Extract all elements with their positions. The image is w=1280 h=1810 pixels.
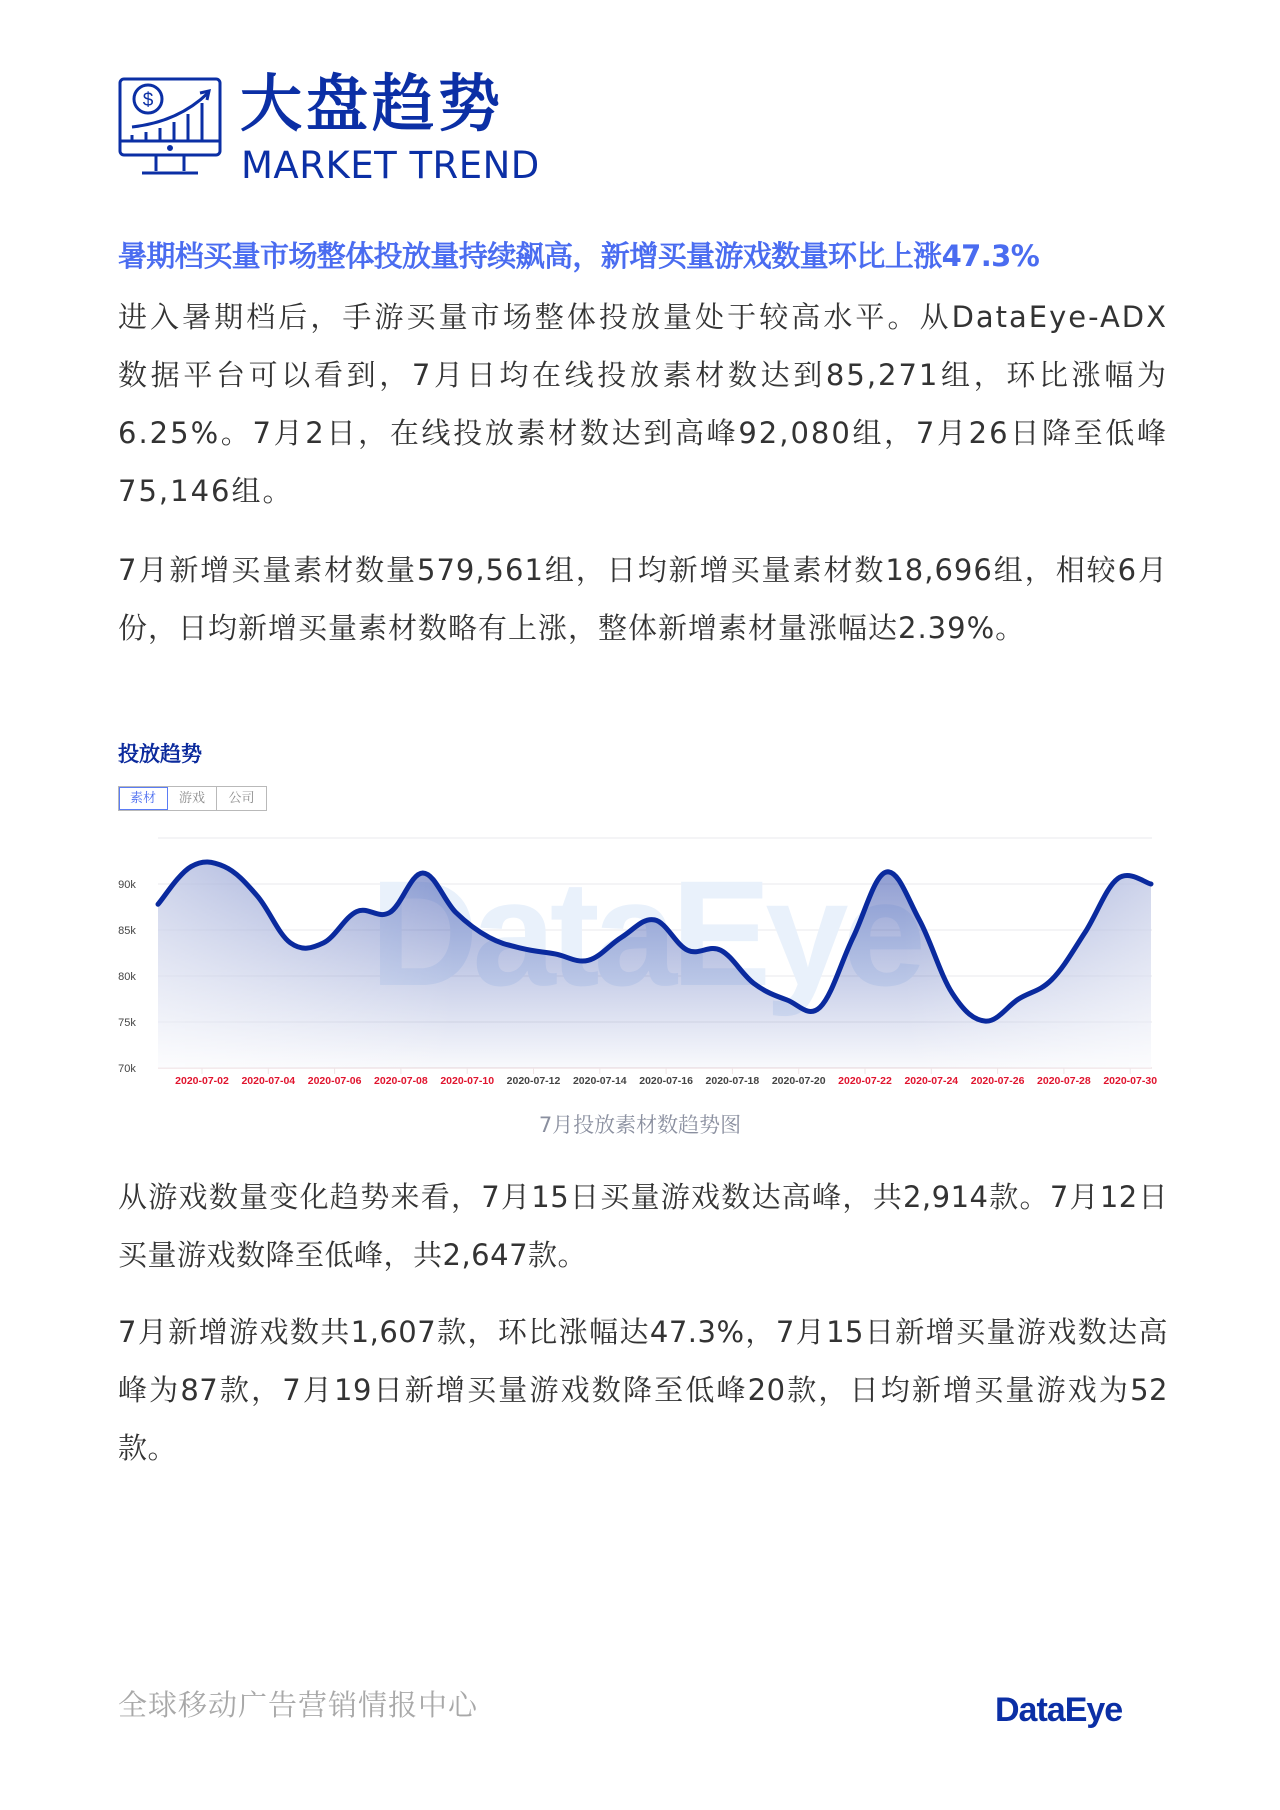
chart-canvas bbox=[100, 820, 1280, 1100]
x-tick-label: 2020-07-26 bbox=[970, 1075, 1025, 1087]
tab-materials[interactable]: 素材 bbox=[119, 787, 168, 810]
trend-area-chart bbox=[100, 820, 1280, 1100]
x-axis-labels bbox=[175, 1068, 1157, 1087]
chart-tabs bbox=[118, 786, 267, 811]
chart-caption: 7月投放素材数趋势图 bbox=[538, 1113, 742, 1137]
x-tick-label: 2020-07-22 bbox=[838, 1075, 892, 1087]
x-tick-label: 2020-07-18 bbox=[705, 1075, 760, 1087]
dataeye-logo: DataEye bbox=[995, 1691, 1123, 1729]
x-tick-label: 2020-07-10 bbox=[440, 1075, 495, 1087]
paragraph-online-materials: 进入暑期档后，手游买量市场整体投放量处于较高水平。从DataEye-ADX数据平台可以看到，7月日均在线投放素材数达到85,271组，环比涨幅为6.25%。7月2日，在线投放素材数达到高峰92,080组，7月26日降至低峰75,146组。 bbox=[118, 300, 1168, 508]
x-tick-label: 2020-07-20 bbox=[771, 1075, 826, 1087]
x-tick-label: 2020-07-28 bbox=[1037, 1075, 1091, 1087]
tab-games[interactable]: 游戏 bbox=[168, 787, 217, 810]
y-axis-labels bbox=[118, 879, 136, 1075]
paragraph-new-materials: 7月新增买量素材数量579,561组，日均新增买量素材数18,696组，相较6月份，日均新增买量素材数略有上涨，整体新增素材量涨幅达2.39%。 bbox=[118, 553, 1168, 645]
x-tick-label: 2020-07-14 bbox=[572, 1075, 627, 1087]
x-tick-label: 2020-07-24 bbox=[904, 1075, 959, 1087]
section-subheading: 暑期档买量市场整体投放量持续飙高，新增买量游戏数量环比上涨47.3% bbox=[118, 239, 1040, 273]
x-tick-label: 2020-07-08 bbox=[374, 1075, 428, 1087]
y-tick-label: 90k bbox=[118, 879, 136, 891]
x-tick-label: 2020-07-12 bbox=[506, 1075, 561, 1087]
x-tick-label: 2020-07-02 bbox=[175, 1075, 229, 1087]
x-tick-label: 2020-07-16 bbox=[639, 1075, 693, 1087]
tab-companies[interactable]: 公司 bbox=[228, 791, 255, 806]
page-title-english: MARKET TREND bbox=[241, 144, 540, 187]
x-tick-label: 2020-07-04 bbox=[241, 1075, 296, 1087]
svg-text:$: $ bbox=[142, 90, 154, 111]
monitor-chart-dollar-icon bbox=[118, 77, 224, 179]
y-tick-label: 85k bbox=[118, 925, 136, 937]
footer-tagline: 全球移动广告营销情报中心 bbox=[118, 1688, 479, 1722]
y-tick-label: 70k bbox=[118, 1063, 136, 1075]
paragraph-new-games: 7月新增游戏数共1,607款，环比涨幅达47.3%，7月15日新增买量游戏数达高峰为87款，7月19日新增买量游戏数降至低峰20款，日均新增买量游戏为52款。 bbox=[118, 1315, 1168, 1465]
page-title: 大盘趋势 bbox=[240, 67, 505, 140]
y-tick-label: 80k bbox=[118, 971, 136, 983]
chart-title: 投放趋势 bbox=[118, 742, 202, 766]
x-tick-label: 2020-07-06 bbox=[307, 1075, 362, 1087]
x-tick-label: 2020-07-30 bbox=[1103, 1075, 1158, 1087]
y-tick-label: 75k bbox=[118, 1017, 136, 1029]
paragraph-game-count: 从游戏数量变化趋势来看，7月15日买量游戏数达高峰，共2,914款。7月12日买量游戏数降至低峰，共2,647款。 bbox=[118, 1180, 1168, 1272]
